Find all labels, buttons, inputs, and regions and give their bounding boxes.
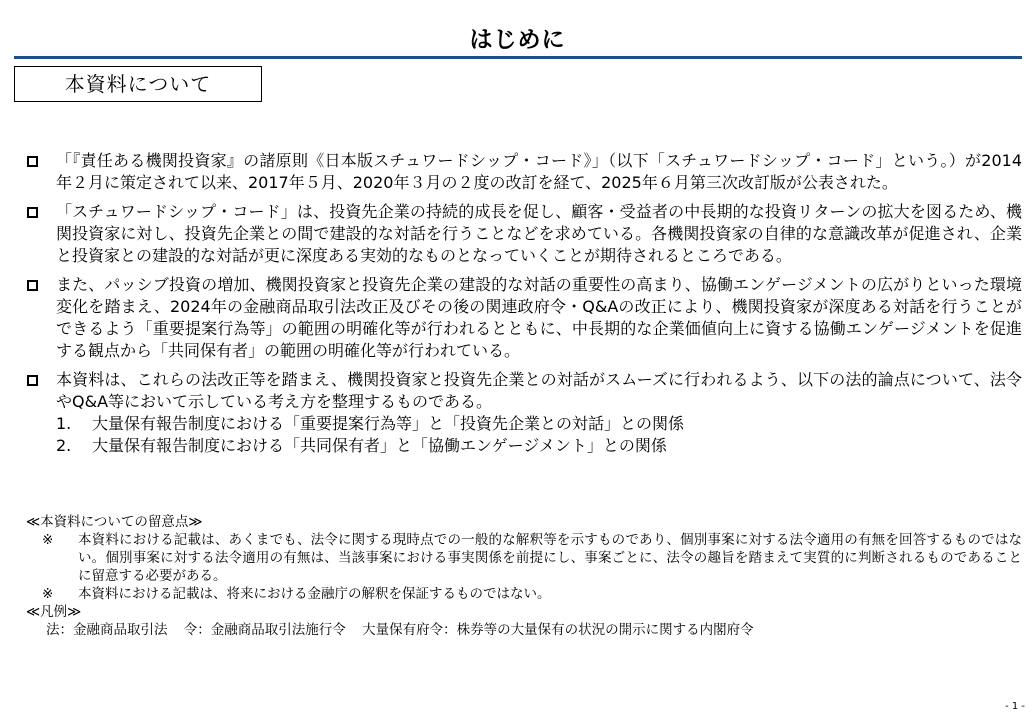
legend-entry: 令：金融商品取引法施行令 <box>183 622 346 638</box>
bullet-text: 「スチュワードシップ・コード」は、投資先企業の持続的成長を促し、顧客・受益者の中長期的な投資リターンの拡大を図るため、機関投資家に対し、投資先企業との間で建設的な対話を行うことなどを求めている。各機関投資家の自律的な意識改革が促進され、企業と投資家との建設的な対話が更に深度ある実効的なものとなっていくことが期待されるところである。 <box>56 202 1022 265</box>
list-item-text: 大量保有報告制度における「共同保有者」と「協働エンゲージメント」との関係 <box>92 436 667 455</box>
bullet-text: 本資料は、これらの法改正等を踏まえ、機関投資家と投資先企業との対話がスムーズに行われるよう、以下の法的論点について、法令やQ&A等において示している考え方を整理するものである。 <box>56 370 1022 411</box>
legend-entry: 法：金融商品取引法 <box>46 622 168 638</box>
list-number: 2. <box>56 436 72 455</box>
square-bullet-icon <box>27 375 38 386</box>
legal-issue-list <box>56 413 1022 457</box>
bullet-text: 「『責任ある機関投資家』の諸原則《日本版スチュワードシップ・コード》」（以下「スチュワードシップ・コード」という。）が2014年２月に策定されて以来、2017年５月、2020年３月の２度の改訂を経て、2025年６月第三次改訂版が公表された。 <box>56 151 1022 192</box>
note-item <box>42 531 1022 585</box>
bullet-item-4 <box>26 369 1022 457</box>
page-title: はじめに <box>469 27 566 53</box>
legal-issue-item <box>56 413 1022 435</box>
bullet-text: また、パッシブ投資の増加、機関投資家と投資先企業の建設的な対話の重要性の高まり、協働エンゲージメントの広がりといった環境変化を踏まえ、2024年の金融商品取引法改正及びその後の関連政府令・Q&Aの改正により、機関投資家が深度ある対話を行うことができるよう「重要提案行為等」の範囲の明確化等が行われるとともに、中長期的な企業価値向上に資する協働エンゲージメントを促進する観点から「共同保有者」の範囲の明確化等が行われている。 <box>56 275 1022 360</box>
section-heading-box: 本資料について <box>14 66 262 102</box>
list-item-text: 大量保有報告制度における「重要提案行為等」と「投資先企業との対話」との関係 <box>92 414 685 433</box>
bullet-item-3 <box>26 274 1022 362</box>
legend-heading: ≪凡例≫ <box>26 604 82 620</box>
reference-mark: ※ <box>42 532 54 548</box>
reference-mark: ※ <box>42 586 54 602</box>
square-bullet-icon <box>27 156 38 167</box>
bullet-list <box>26 150 1022 464</box>
title-divider <box>14 56 1022 59</box>
note-text: 本資料における記載は、あくまでも、法令に関する現時点での一般的な解釈等を示すものであり、個別事案に対する法令適用の有無を回答するものではない。個別事案に対する法令適用の有無は、当該事案における事実関係を前提にし、事案ごとに、法令の趣旨を踏まえて実質的に判断されるものであることに留意する必要がある。 <box>78 532 1022 584</box>
bullet-item-1 <box>26 150 1022 194</box>
notes-heading: ≪本資料についての留意点≫ <box>26 514 203 530</box>
legend-entry: 大量保有府令：株券等の大量保有の状況の開示に関する内閣府令 <box>362 622 754 638</box>
legend-line <box>46 621 1022 639</box>
list-number: 1. <box>56 414 72 433</box>
square-bullet-icon <box>27 207 38 218</box>
legal-issue-item <box>56 435 1022 457</box>
page-number: - 1 - <box>1005 701 1025 712</box>
note-text: 本資料における記載は、将来における金融庁の解釈を保証するものではない。 <box>78 586 551 602</box>
square-bullet-icon <box>27 280 38 291</box>
notes-section <box>26 513 1022 639</box>
bullet-item-2 <box>26 201 1022 267</box>
note-item <box>42 585 1022 603</box>
